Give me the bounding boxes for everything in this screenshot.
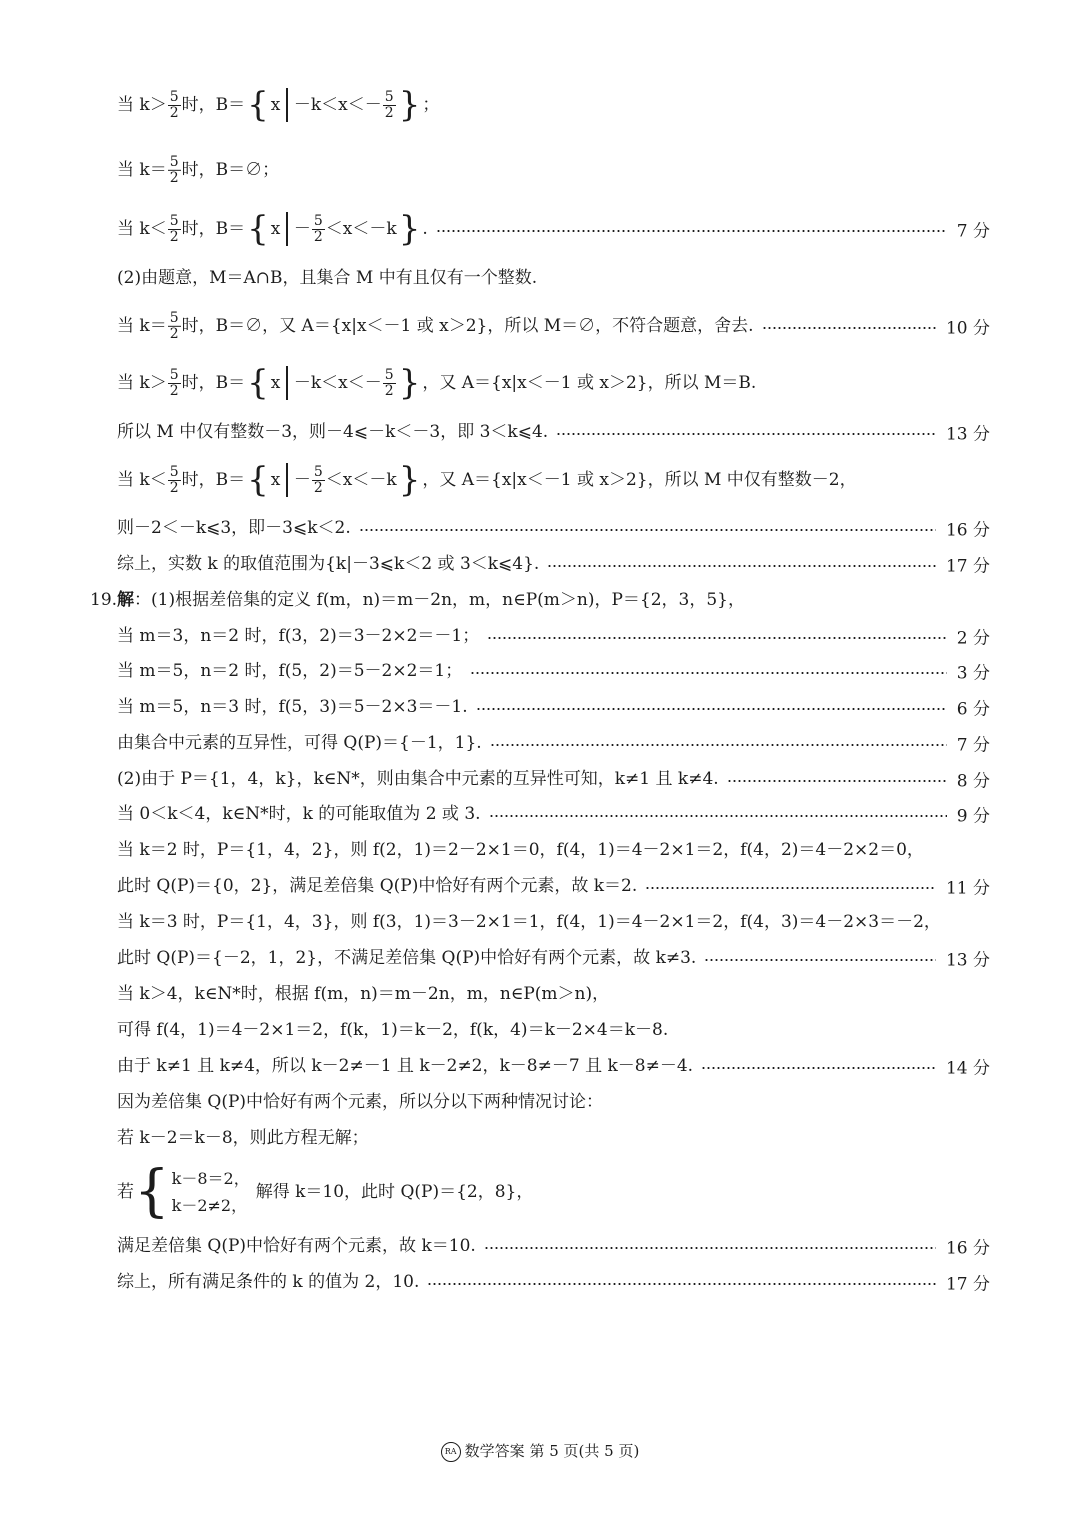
set-bar — [286, 212, 288, 246]
line-middle: 时，B＝ — [181, 469, 246, 490]
leader-dots — [490, 744, 947, 746]
line-text: 当 m＝3，n＝2 时，f(3，2)＝3－2×2＝－1； — [117, 625, 480, 646]
line-text: 由于 k≠1 且 k≠4，所以 k－2≠－1 且 k－2≠2，k－8≠－7 且 k－8≠－4. — [117, 1055, 694, 1076]
score-mark: 13 分 — [945, 424, 990, 445]
right-brace: } — [398, 363, 421, 403]
set-variable: x — [270, 469, 281, 490]
score-mark: 2 分 — [956, 628, 990, 649]
line-prefix: 当 k＝ — [117, 315, 167, 336]
fraction — [383, 90, 396, 120]
set-condition: － — [293, 469, 311, 490]
set-bar — [286, 366, 288, 400]
line-text: (2)由题意，M＝A∩B，且集合 M 中有且仅有一个整数. — [117, 267, 538, 288]
line-text: 满足差倍集 Q(P)中恰好有两个元素，故 k＝10. — [117, 1235, 476, 1256]
fraction-denominator: 2 — [313, 479, 323, 496]
page-footer — [0, 1440, 1080, 1462]
line-content — [117, 1128, 369, 1148]
line-content — [117, 363, 757, 403]
right-brace: } — [398, 209, 421, 249]
fraction-denominator: 2 — [384, 104, 394, 121]
leader-dots — [436, 230, 947, 232]
line-tail: . — [422, 218, 428, 239]
set-variable: x — [270, 218, 281, 239]
fraction — [168, 368, 181, 398]
fraction-denominator: 2 — [313, 228, 323, 245]
fraction-numerator: 5 — [169, 463, 179, 480]
left-brace: { — [247, 209, 269, 249]
solution-line — [0, 256, 1080, 300]
line-content — [90, 590, 745, 610]
line-text: 由集合中元素的互异性，可得 Q(P)＝{－1，1}. — [117, 732, 482, 753]
line-content — [117, 840, 924, 860]
score-mark: 16 分 — [945, 520, 990, 541]
line-middle: 时，B＝∅，又 A＝{x|x＜－1 或 x＞2}，所以 M＝∅，不符合题意，舍去. — [181, 315, 754, 336]
score-mark: 14 分 — [945, 1058, 990, 1079]
solution-line — [0, 1116, 1080, 1160]
fraction-numerator: 5 — [313, 463, 323, 480]
line-content — [117, 948, 696, 968]
line-content — [117, 697, 468, 717]
leader-dots — [762, 327, 936, 329]
leader-dots — [556, 433, 936, 435]
line-content — [117, 1092, 603, 1112]
fraction-numerator: 5 — [384, 366, 394, 383]
leader-dots — [470, 672, 947, 674]
set-bar — [286, 88, 288, 122]
fraction — [168, 311, 181, 341]
leader-dots — [489, 815, 947, 817]
fraction-denominator: 2 — [169, 325, 179, 342]
line-content — [117, 209, 428, 249]
solution-line — [0, 83, 1080, 127]
line-prefix: 当 k＞ — [117, 94, 167, 115]
set-bar — [286, 463, 288, 497]
score-mark: 17 分 — [945, 1274, 990, 1295]
solution-line — [0, 458, 1080, 502]
solution-line — [0, 1260, 1080, 1304]
line-content — [117, 1159, 534, 1224]
line-middle: 时，B＝ — [181, 94, 246, 115]
set-condition: － — [293, 218, 311, 239]
publisher-badge: RA — [441, 1442, 461, 1462]
line-content — [117, 155, 279, 185]
solution-line — [0, 361, 1080, 405]
system-rows — [172, 1165, 250, 1219]
fraction-denominator: 2 — [169, 228, 179, 245]
line-content — [117, 1236, 476, 1256]
line-text: 此时 Q(P)＝{－2，1，2}，不满足差倍集 Q(P)中恰好有两个元素，故 k≠3. — [117, 947, 697, 968]
line-prefix: 当 k＝ — [117, 159, 167, 180]
line-content — [117, 460, 857, 500]
line-prefix: 当 k＞ — [117, 372, 167, 393]
line-content — [117, 984, 609, 1004]
line-text: 当 m＝5，n＝2 时，f(5，2)＝5－2×2＝1； — [117, 660, 463, 681]
score-mark: 10 分 — [945, 318, 990, 339]
line-middle: 时，B＝ — [181, 372, 246, 393]
fraction-denominator: 2 — [169, 169, 179, 186]
line-content — [117, 804, 481, 824]
question-number: 19. — [90, 589, 118, 610]
line-content — [117, 876, 637, 896]
line-text: 综上，所有满足条件的 k 的值为 2，10. — [117, 1271, 420, 1292]
score-mark: 7 分 — [956, 221, 990, 242]
solution-line — [0, 410, 1080, 454]
left-brace: { — [247, 363, 269, 403]
line-text: 综上，实数 k 的取值范围为{k|－3⩽k＜2 或 3＜k⩽4}. — [117, 553, 540, 574]
left-brace: { — [247, 460, 269, 500]
line-text: 因为差倍集 Q(P)中恰好有两个元素，所以分以下两种情况讨论： — [117, 1091, 604, 1112]
set-variable: x — [270, 372, 281, 393]
score-mark: 17 分 — [945, 556, 990, 577]
line-tail: ，又 A＝{x|x＜－1 或 x＞2}，所以 M＝B. — [422, 372, 757, 393]
line-content — [117, 1272, 419, 1292]
right-brace: } — [398, 460, 421, 500]
line-tail: ； — [422, 94, 440, 115]
line-text: 若 k－2＝k－8，则此方程无解； — [117, 1127, 369, 1148]
fraction-denominator: 2 — [169, 382, 179, 399]
system-row: k－8＝2， — [171, 1168, 250, 1188]
line-middle: 时，B＝∅； — [181, 159, 280, 180]
line-content — [117, 85, 440, 125]
fraction-numerator: 5 — [169, 212, 179, 229]
leader-dots — [704, 959, 936, 961]
line-content — [117, 661, 462, 681]
leader-dots — [701, 1067, 936, 1069]
line-content — [117, 518, 351, 538]
line-prefix: 当 k＜ — [117, 218, 167, 239]
system-row: k－2≠2， — [171, 1196, 248, 1215]
leader-dots — [359, 529, 936, 531]
line-text: 当 k＝3 时，P＝{1，4，3}，则 f(3，1)＝3－2×1＝1，f(4，1)＝4－2×1＝2，f(4，3)＝4－2×3＝－2， — [117, 911, 941, 932]
fraction — [383, 368, 396, 398]
line-text: (2)由于 P＝{1，4，k}，k∈N*，则由集合中元素的互异性可知，k≠1 且 k≠4. — [117, 768, 719, 789]
solution-line — [0, 304, 1080, 348]
score-mark: 8 分 — [956, 771, 990, 792]
score-mark: 6 分 — [956, 699, 990, 720]
line-text: 当 k＝2 时，P＝{1，4，2}，则 f(2，1)＝2－2×1＝0，f(4，1)＝4－2×1＝2，f(4，2)＝4－2×2＝0， — [117, 839, 924, 860]
fraction — [168, 155, 181, 185]
fraction-numerator: 5 — [313, 212, 323, 229]
line-content — [117, 733, 482, 753]
leader-dots — [476, 708, 947, 710]
line-text: 所以 M 中仅有整数－3，则－4⩽－k＜－3，即 3＜k⩽4. — [117, 421, 549, 442]
line-content — [117, 1020, 668, 1040]
answer-label: 解 — [117, 589, 135, 610]
line-content — [117, 626, 479, 646]
solution-line — [0, 148, 1080, 192]
leader-dots — [727, 780, 947, 782]
set-condition: －k＜x＜－ — [293, 94, 382, 115]
fraction — [312, 214, 325, 244]
system-tail: 解得 k＝10，此时 Q(P)＝{2，8}， — [255, 1181, 534, 1202]
fraction-denominator: 2 — [384, 382, 394, 399]
leader-dots — [645, 887, 936, 889]
score-mark: 13 分 — [945, 950, 990, 971]
line-text: 可得 f(4，1)＝4－2×1＝2，f(k，1)＝k－2，f(k，4)＝k－2×4＝k－8. — [117, 1019, 669, 1040]
fraction-numerator: 5 — [169, 366, 179, 383]
leader-dots — [484, 1247, 936, 1249]
solution-line — [0, 207, 1080, 251]
right-brace: } — [398, 85, 421, 125]
fraction-numerator: 5 — [169, 309, 179, 326]
left-brace: { — [247, 85, 269, 125]
set-variable: x — [270, 94, 281, 115]
leader-dots — [427, 1283, 936, 1285]
system-brace: { — [134, 1159, 170, 1224]
score-mark: 11 分 — [945, 878, 990, 899]
score-mark: 7 分 — [956, 735, 990, 756]
line-text: 当 k＞4，k∈N*时，根据 f(m，n)＝m－2n，m，n∈P(m＞n)， — [117, 983, 610, 1004]
system-prefix: 若 — [117, 1181, 134, 1202]
line-content — [117, 769, 719, 789]
score-mark: 9 分 — [956, 806, 990, 827]
set-condition: －k＜x＜－ — [293, 372, 382, 393]
fraction — [168, 465, 181, 495]
fraction — [312, 465, 325, 495]
line-content — [117, 912, 941, 932]
fraction-denominator: 2 — [169, 104, 179, 121]
leader-dots — [547, 565, 936, 567]
set-condition-tail: ＜x＜－k — [325, 218, 397, 239]
line-content — [117, 311, 754, 341]
set-condition-tail: ＜x＜－k — [325, 469, 397, 490]
footer-text: 数学答案 第 5 页(共 5 页) — [464, 1442, 640, 1460]
fraction-denominator: 2 — [169, 479, 179, 496]
line-tail: ，又 A＝{x|x＜－1 或 x＞2}，所以 M 中仅有整数－2， — [422, 469, 857, 490]
line-content — [117, 554, 539, 574]
fraction-numerator: 5 — [384, 88, 394, 105]
fraction-numerator: 5 — [169, 88, 179, 105]
line-text: ：(1)根据差倍集的定义 f(m，n)＝m－2n，m，n∈P(m＞n)，P＝{2，3，5}， — [134, 589, 745, 610]
leader-dots — [487, 637, 947, 639]
line-text: 则－2＜－k⩽3，即－3⩽k＜2. — [117, 517, 351, 538]
fraction-numerator: 5 — [169, 153, 179, 170]
equation-system — [134, 1159, 250, 1224]
fraction — [168, 90, 181, 120]
line-text: 此时 Q(P)＝{0，2}，满足差倍集 Q(P)中恰好有两个元素，故 k＝2. — [117, 875, 638, 896]
line-text: 当 m＝5，n＝3 时，f(5，3)＝5－2×3＝－1. — [117, 696, 468, 717]
score-mark: 3 分 — [956, 663, 990, 684]
line-prefix: 当 k＜ — [117, 469, 167, 490]
score-mark: 16 分 — [945, 1238, 990, 1259]
fraction — [168, 214, 181, 244]
line-content — [117, 268, 537, 288]
line-middle: 时，B＝ — [181, 218, 246, 239]
line-content — [117, 1056, 693, 1076]
solution-line — [0, 1159, 1080, 1224]
line-content — [117, 422, 548, 442]
line-text: 当 0＜k＜4，k∈N*时，k 的可能取值为 2 或 3. — [117, 803, 481, 824]
